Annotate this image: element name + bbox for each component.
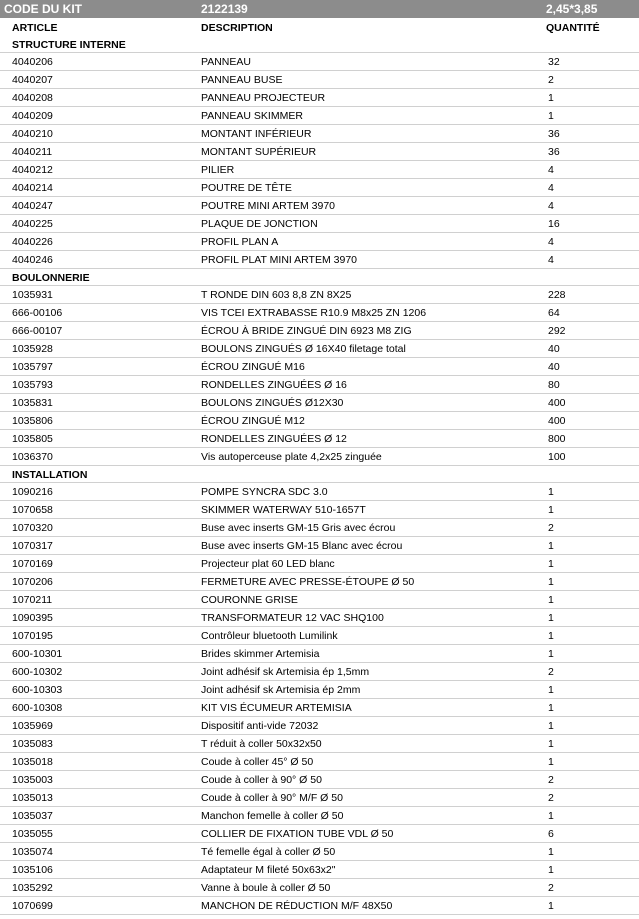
article-code: 1035931 (12, 289, 53, 301)
article-code: 1070211 (12, 594, 53, 606)
article-description: Buse avec inserts GM-15 Gris avec écrou (201, 522, 396, 534)
article-quantity: 1 (548, 92, 554, 104)
article-quantity: 4 (548, 182, 554, 194)
article-description: T RONDE DIN 603 8,8 ZN 8X25 (201, 289, 352, 301)
column-header-article: ARTICLE (12, 22, 58, 34)
article-code: 1035292 (12, 882, 53, 894)
table-row (0, 53, 639, 71)
article-description: POUTRE MINI ARTEM 3970 (201, 200, 336, 212)
article-quantity: 36 (548, 128, 560, 140)
table-row (0, 591, 639, 609)
article-quantity: 4 (548, 164, 554, 176)
table-row (0, 861, 639, 879)
table-row (0, 125, 639, 143)
article-description: RONDELLES ZINGUÉES Ø 16 (201, 379, 347, 391)
article-description: COURONNE GRISE (201, 594, 298, 606)
article-code: 600-10308 (12, 702, 63, 714)
table-row (0, 627, 639, 645)
article-quantity: 1 (548, 756, 554, 768)
article-description: ÉCROU À BRIDE ZINGUÉ DIN 6923 M8 ZIG (201, 325, 412, 337)
article-description: Contrôleur bluetooth Lumilink (201, 630, 338, 642)
article-description: Coude à coller à 90° Ø 50 (201, 774, 322, 786)
article-code: 1035003 (12, 774, 53, 786)
article-quantity: 400 (548, 415, 566, 427)
article-quantity: 36 (548, 146, 560, 158)
article-quantity: 40 (548, 361, 560, 373)
article-description: Joint adhésif sk Artemisia ép 1,5mm (201, 666, 370, 678)
article-quantity: 1 (548, 576, 554, 588)
article-description: VIS TCEI EXTRABASSE R10.9 M8x25 ZN 1206 (201, 307, 427, 319)
article-code: 1070206 (12, 576, 53, 588)
article-quantity: 1 (548, 810, 554, 822)
article-code: 1090216 (12, 486, 53, 498)
article-quantity: 6 (548, 828, 554, 840)
article-quantity: 1 (548, 738, 554, 750)
table-row (0, 771, 639, 789)
table-row (0, 215, 639, 233)
article-description: PANNEAU PROJECTEUR (201, 92, 326, 104)
article-description: BOULONS ZINGUÉS Ø12X30 (201, 397, 344, 409)
article-quantity: 64 (548, 307, 560, 319)
table-row (0, 897, 639, 915)
article-description: FERMETURE AVEC PRESSE-ÉTOUPE Ø 50 (201, 576, 415, 588)
article-description: ÉCROU ZINGUÉ M12 (201, 415, 305, 427)
column-header-quantity: QUANTITÉ (546, 22, 600, 34)
table-row (0, 681, 639, 699)
table-row (0, 430, 639, 448)
article-description: Buse avec inserts GM-15 Blanc avec écrou (201, 540, 403, 552)
kit-code-value: 2122139 (201, 2, 248, 16)
section-group (0, 36, 639, 269)
article-code: 1035831 (12, 397, 53, 409)
article-code: 4040212 (12, 164, 53, 176)
article-quantity: 1 (548, 110, 554, 122)
article-quantity: 2 (548, 74, 554, 86)
table-row (0, 735, 639, 753)
table-row (0, 286, 639, 304)
article-quantity: 40 (548, 343, 560, 355)
article-quantity: 228 (548, 289, 566, 301)
article-description: Adaptateur M fileté 50x63x2" (201, 864, 336, 876)
table-row (0, 251, 639, 269)
article-description: PANNEAU SKIMMER (201, 110, 303, 122)
article-description: Brides skimmer Artemisia (201, 648, 320, 660)
article-quantity: 2 (548, 774, 554, 786)
table-row (0, 376, 639, 394)
article-quantity: 4 (548, 236, 554, 248)
article-code: 1070658 (12, 504, 53, 516)
article-code: 1035018 (12, 756, 53, 768)
article-quantity: 100 (548, 451, 566, 463)
article-code: 1035074 (12, 846, 53, 858)
table-row (0, 555, 639, 573)
article-description: Dispositif anti-vide 72032 (201, 720, 319, 732)
article-quantity: 1 (548, 900, 554, 912)
article-description: PANNEAU (201, 56, 251, 68)
article-code: 1070317 (12, 540, 53, 552)
article-code: 4040246 (12, 254, 53, 266)
article-code: 1035037 (12, 810, 53, 822)
article-description: PROFIL PLAT MINI ARTEM 3970 (201, 254, 357, 266)
article-code: 1035106 (12, 864, 53, 876)
article-quantity: 2 (548, 666, 554, 678)
article-code: 4040214 (12, 182, 53, 194)
article-quantity: 1 (548, 702, 554, 714)
column-headers (0, 20, 639, 36)
table-row (0, 501, 639, 519)
article-description: POUTRE DE TÊTE (201, 182, 292, 194)
article-quantity: 1 (548, 612, 554, 624)
article-description: PLAQUE DE JONCTION (201, 218, 318, 230)
table-row (0, 537, 639, 555)
article-quantity: 1 (548, 846, 554, 858)
article-quantity: 1 (548, 864, 554, 876)
article-description: Joint adhésif sk Artemisia ép 2mm (201, 684, 361, 696)
article-table (0, 36, 639, 919)
article-description: KIT VIS ÉCUMEUR ARTEMISIA (201, 702, 352, 714)
article-code: 1035083 (12, 738, 53, 750)
table-row (0, 107, 639, 125)
kit-header-bar (0, 0, 639, 18)
table-row (0, 89, 639, 107)
table-row (0, 645, 639, 663)
article-description: MANCHON DE RÉDUCTION M/F 48X50 (201, 900, 393, 912)
article-code: 1090395 (12, 612, 53, 624)
article-code: 1035797 (12, 361, 53, 373)
article-code: 1035013 (12, 792, 53, 804)
article-code: 4040210 (12, 128, 53, 140)
table-row (0, 358, 639, 376)
table-row (0, 699, 639, 717)
article-description: ÉCROU ZINGUÉ M16 (201, 361, 305, 373)
table-row (0, 143, 639, 161)
column-header-description: DESCRIPTION (201, 22, 273, 34)
article-code: 1035055 (12, 828, 53, 840)
table-row (0, 161, 639, 179)
table-row (0, 340, 639, 358)
article-quantity: 2 (548, 792, 554, 804)
table-row (0, 573, 639, 591)
table-row (0, 807, 639, 825)
article-code: 4040247 (12, 200, 53, 212)
article-quantity: 800 (548, 433, 566, 445)
article-description: POMPE SYNCRA SDC 3.0 (201, 486, 328, 498)
article-quantity: 1 (548, 558, 554, 570)
table-row (0, 519, 639, 537)
article-description: RONDELLES ZINGUÉES Ø 12 (201, 433, 347, 445)
section-group (0, 466, 639, 915)
article-description: Projecteur plat 60 LED blanc (201, 558, 335, 570)
table-row (0, 825, 639, 843)
table-row (0, 483, 639, 501)
table-row (0, 233, 639, 251)
article-description: MONTANT INFÉRIEUR (201, 128, 312, 140)
article-code: 1036370 (12, 451, 53, 463)
article-description: TRANSFORMATEUR 12 VAC SHQ100 (201, 612, 384, 624)
article-quantity: 16 (548, 218, 560, 230)
article-code: 666-00107 (12, 325, 63, 337)
article-code: 600-10303 (12, 684, 63, 696)
article-description: BOULONS ZINGUÉS Ø 16X40 filetage total (201, 343, 406, 355)
table-row (0, 663, 639, 681)
article-code: 600-10302 (12, 666, 63, 678)
article-description: COLLIER DE FIXATION TUBE VDL Ø 50 (201, 828, 394, 840)
article-quantity: 1 (548, 720, 554, 732)
article-code: 666-00106 (12, 307, 63, 319)
article-quantity: 1 (548, 486, 554, 498)
article-quantity: 4 (548, 254, 554, 266)
article-description: Coude à coller 45° Ø 50 (201, 756, 314, 768)
table-row (0, 412, 639, 430)
article-quantity: 1 (548, 630, 554, 642)
article-code: 1070320 (12, 522, 53, 534)
table-row (0, 789, 639, 807)
article-code: 4040207 (12, 74, 53, 86)
article-description: PROFIL PLAN A (201, 236, 279, 248)
article-code: 1070699 (12, 900, 53, 912)
article-description: T réduit à coller 50x32x50 (201, 738, 322, 750)
article-quantity: 1 (548, 648, 554, 660)
table-row (0, 304, 639, 322)
article-code: 4040225 (12, 218, 53, 230)
table-row (0, 879, 639, 897)
table-row (0, 843, 639, 861)
article-quantity: 32 (548, 56, 560, 68)
article-quantity: 4 (548, 200, 554, 212)
article-quantity: 292 (548, 325, 566, 337)
article-code: 4040211 (12, 146, 53, 158)
table-row (0, 197, 639, 215)
article-code: 1035928 (12, 343, 53, 355)
table-row (0, 322, 639, 340)
article-code: 4040206 (12, 56, 53, 68)
article-description: Vis autoperceuse plate 4,2x25 zinguée (201, 451, 382, 463)
article-quantity: 1 (548, 684, 554, 696)
article-description: MONTANT SUPÉRIEUR (201, 146, 317, 158)
article-description: Coude à coller à 90° M/F Ø 50 (201, 792, 343, 804)
article-description: Té femelle égal à coller Ø 50 (201, 846, 336, 858)
table-row (0, 717, 639, 735)
section-title: STRUCTURE INTERNE (0, 36, 639, 53)
section-group (0, 269, 639, 466)
article-quantity: 1 (548, 504, 554, 516)
article-description: PANNEAU BUSE (201, 74, 283, 86)
table-row (0, 71, 639, 89)
article-code: 1035969 (12, 720, 53, 732)
article-code: 1035806 (12, 415, 53, 427)
article-code: 4040209 (12, 110, 53, 122)
kit-code-label: CODE DU KIT (4, 2, 82, 16)
article-quantity: 1 (548, 540, 554, 552)
article-description: SKIMMER WATERWAY 510-1657T (201, 504, 366, 516)
section-title: INSTALLATION (0, 466, 639, 483)
table-row (0, 448, 639, 466)
table-row (0, 609, 639, 627)
article-code: 1035793 (12, 379, 53, 391)
section-title: BOULONNERIE (0, 269, 639, 286)
article-code: 600-10301 (12, 648, 63, 660)
article-code: 1035805 (12, 433, 53, 445)
article-quantity: 80 (548, 379, 560, 391)
article-description: PILIER (201, 164, 235, 176)
article-quantity: 2 (548, 882, 554, 894)
article-quantity: 2 (548, 522, 554, 534)
article-code: 1070169 (12, 558, 53, 570)
article-quantity: 1 (548, 594, 554, 606)
table-row (0, 753, 639, 771)
article-code: 4040226 (12, 236, 53, 248)
article-quantity: 400 (548, 397, 566, 409)
article-description: Vanne à boule à coller Ø 50 (201, 882, 331, 894)
table-row (0, 179, 639, 197)
table-row (0, 394, 639, 412)
article-description: Manchon femelle à coller Ø 50 (201, 810, 344, 822)
article-code: 1070195 (12, 630, 53, 642)
kit-size-value: 2,45*3,85 (546, 2, 598, 16)
article-code: 4040208 (12, 92, 53, 104)
